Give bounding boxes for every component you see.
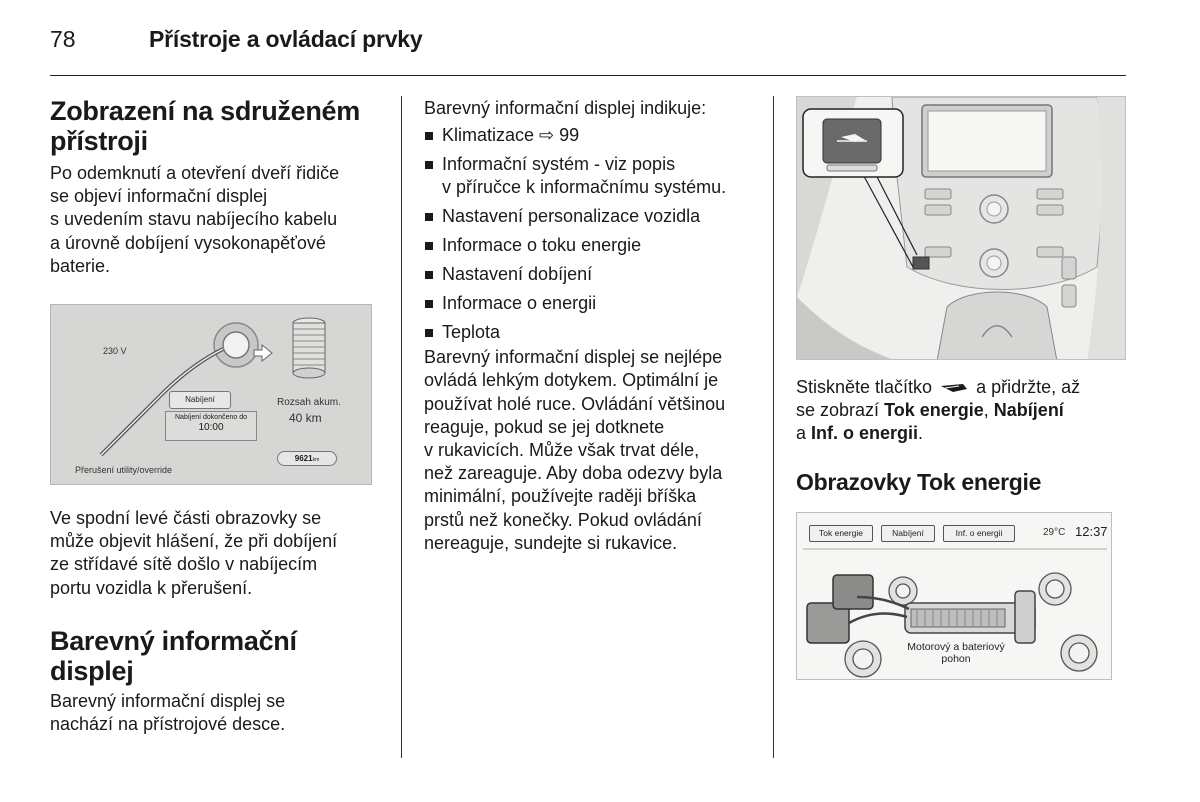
section-heading-color-display: Barevný informační displej — [50, 625, 297, 686]
text-line: minimální, používejte raději bříška — [424, 486, 697, 507]
menu-name-energy-info: Inf. o energii — [811, 423, 919, 444]
display-intro: Barevný informační displej indikuje: — [424, 98, 707, 118]
tab-energy-info: Inf. o energii — [943, 525, 1015, 542]
instruction-text — [796, 376, 1126, 446]
list-item — [424, 263, 764, 286]
heading-line-1: Zobrazení na sdruženém — [50, 96, 360, 126]
list-item-text: Informace o toku energie — [442, 235, 642, 256]
text-line: ovládá lehkým dotykem. Optimální je — [424, 370, 719, 391]
paragraph-touch-usage — [424, 346, 764, 555]
text-line: Ve spodní levé části obrazovky se — [50, 508, 322, 529]
text-line: baterie. — [50, 255, 111, 276]
paragraph-display-location — [50, 690, 385, 736]
text-fragment: a přidržte, až — [976, 377, 1081, 397]
list-item — [424, 234, 764, 257]
text-line: v rukavicích. Může však trvat déle, — [424, 440, 700, 461]
charge-complete-label: Nabíjení dokončeno do — [175, 414, 247, 422]
text-line: portu vozidla k přerušení. — [50, 577, 253, 598]
text-line: Po odemknutí a otevření dveří řidiče — [50, 163, 340, 183]
charge-complete-box — [165, 411, 257, 441]
text-line: se objeví informační displej — [50, 186, 268, 207]
dashboard-figure — [796, 96, 1126, 360]
punctuation: , — [983, 400, 989, 421]
menu-name-charging: Nabíjení — [993, 400, 1064, 421]
text-line: používat holé ruce. Ovládání většinou — [424, 393, 726, 414]
column-divider-1 — [401, 96, 402, 758]
header-divider — [50, 75, 1126, 76]
list-item — [424, 124, 764, 147]
text-line: nereaguje, sundejte si rukavice. — [424, 532, 678, 553]
column-2 — [424, 97, 764, 555]
energy-flow-screen-figure — [796, 512, 1112, 680]
range-value: 40 km — [289, 411, 322, 426]
energy-leaf-button-icon — [939, 382, 969, 394]
text-fragment: a — [796, 423, 807, 444]
charging-button: Nabíjení — [169, 391, 231, 409]
status-message: Přerušení utility/override — [75, 465, 173, 476]
section-heading-energy-flow: Obrazovky Tok energie — [796, 468, 1042, 495]
odometer-value: 9621 — [294, 454, 313, 464]
page-number: 78 — [50, 26, 76, 52]
list-item — [424, 321, 764, 344]
text-line: ze střídavé sítě došlo v nabíjecím — [50, 554, 318, 575]
chapter-title: Přístroje a ovládací prvky — [149, 26, 423, 52]
list-item-text: v příručce k informačnímu systému. — [442, 177, 727, 198]
list-item-text: Nastavení dobíjení — [442, 264, 593, 285]
text-line: a úrovně dobíjení vysokonapěťové — [50, 232, 326, 253]
list-item-text: Informace o energii — [442, 293, 597, 314]
charging-display-figure — [50, 304, 372, 485]
text-line: s uvedením stavu nabíjecího kabelu — [50, 209, 338, 230]
text-line: Barevný informační displej se — [50, 690, 286, 711]
column-1 — [50, 96, 385, 736]
text-line: může objevit hlášení, že při dobíjení — [50, 531, 338, 552]
odometer-box — [277, 451, 337, 466]
dashboard-illustration — [797, 97, 1126, 360]
voltage-label: 230 V — [103, 346, 127, 357]
list-item — [424, 205, 764, 228]
tab-charging: Nabíjení — [881, 525, 935, 542]
list-item-text: Nastavení personalizace vozidla — [442, 206, 701, 227]
clock-readout: 12:37 — [1075, 523, 1108, 539]
caption-line: Motorový a bateriový — [907, 640, 1005, 653]
list-item — [424, 153, 764, 199]
odometer-unit: km — [312, 457, 320, 464]
list-item-text: Teplota — [442, 322, 501, 343]
text-fragment: se zobrazí — [796, 400, 880, 421]
page-header — [50, 26, 1126, 76]
list-item — [424, 292, 764, 315]
list-item-text: Klimatizace ⇨ 99 — [442, 125, 580, 146]
text-line: prstů než konečky. Pokud ovládání — [424, 509, 702, 530]
section-heading-cluster-display — [50, 96, 385, 156]
paragraph-interruption — [50, 507, 385, 600]
range-label: Rozsah akum. — [277, 397, 341, 409]
list-item-text: Informační systém - viz popis — [442, 154, 676, 175]
text-line: Barevný informační displej se nejlépe — [424, 347, 723, 368]
display-function-list — [424, 124, 764, 344]
menu-name-energy-flow: Tok energie — [884, 400, 984, 421]
column-3 — [796, 96, 1126, 680]
text-fragment: Stiskněte tlačítko — [796, 377, 933, 397]
tab-energy-flow: Tok energie — [809, 525, 873, 542]
column-divider-2 — [773, 96, 774, 758]
caption-line: pohon — [941, 652, 971, 665]
text-line: nachází na přístrojové desce. — [50, 714, 286, 735]
paragraph-unlock-info — [50, 162, 385, 278]
heading-line-2: přístroji — [50, 126, 148, 156]
charge-complete-time: 10:00 — [198, 422, 224, 434]
energy-flow-caption — [901, 641, 1011, 665]
text-line: než zareaguje. Aby doba odezvy byla — [424, 463, 723, 484]
punctuation: . — [918, 423, 924, 444]
temperature-readout: 29°C — [1043, 526, 1066, 538]
text-line: reaguje, pokud se jej dotknete — [424, 416, 665, 437]
